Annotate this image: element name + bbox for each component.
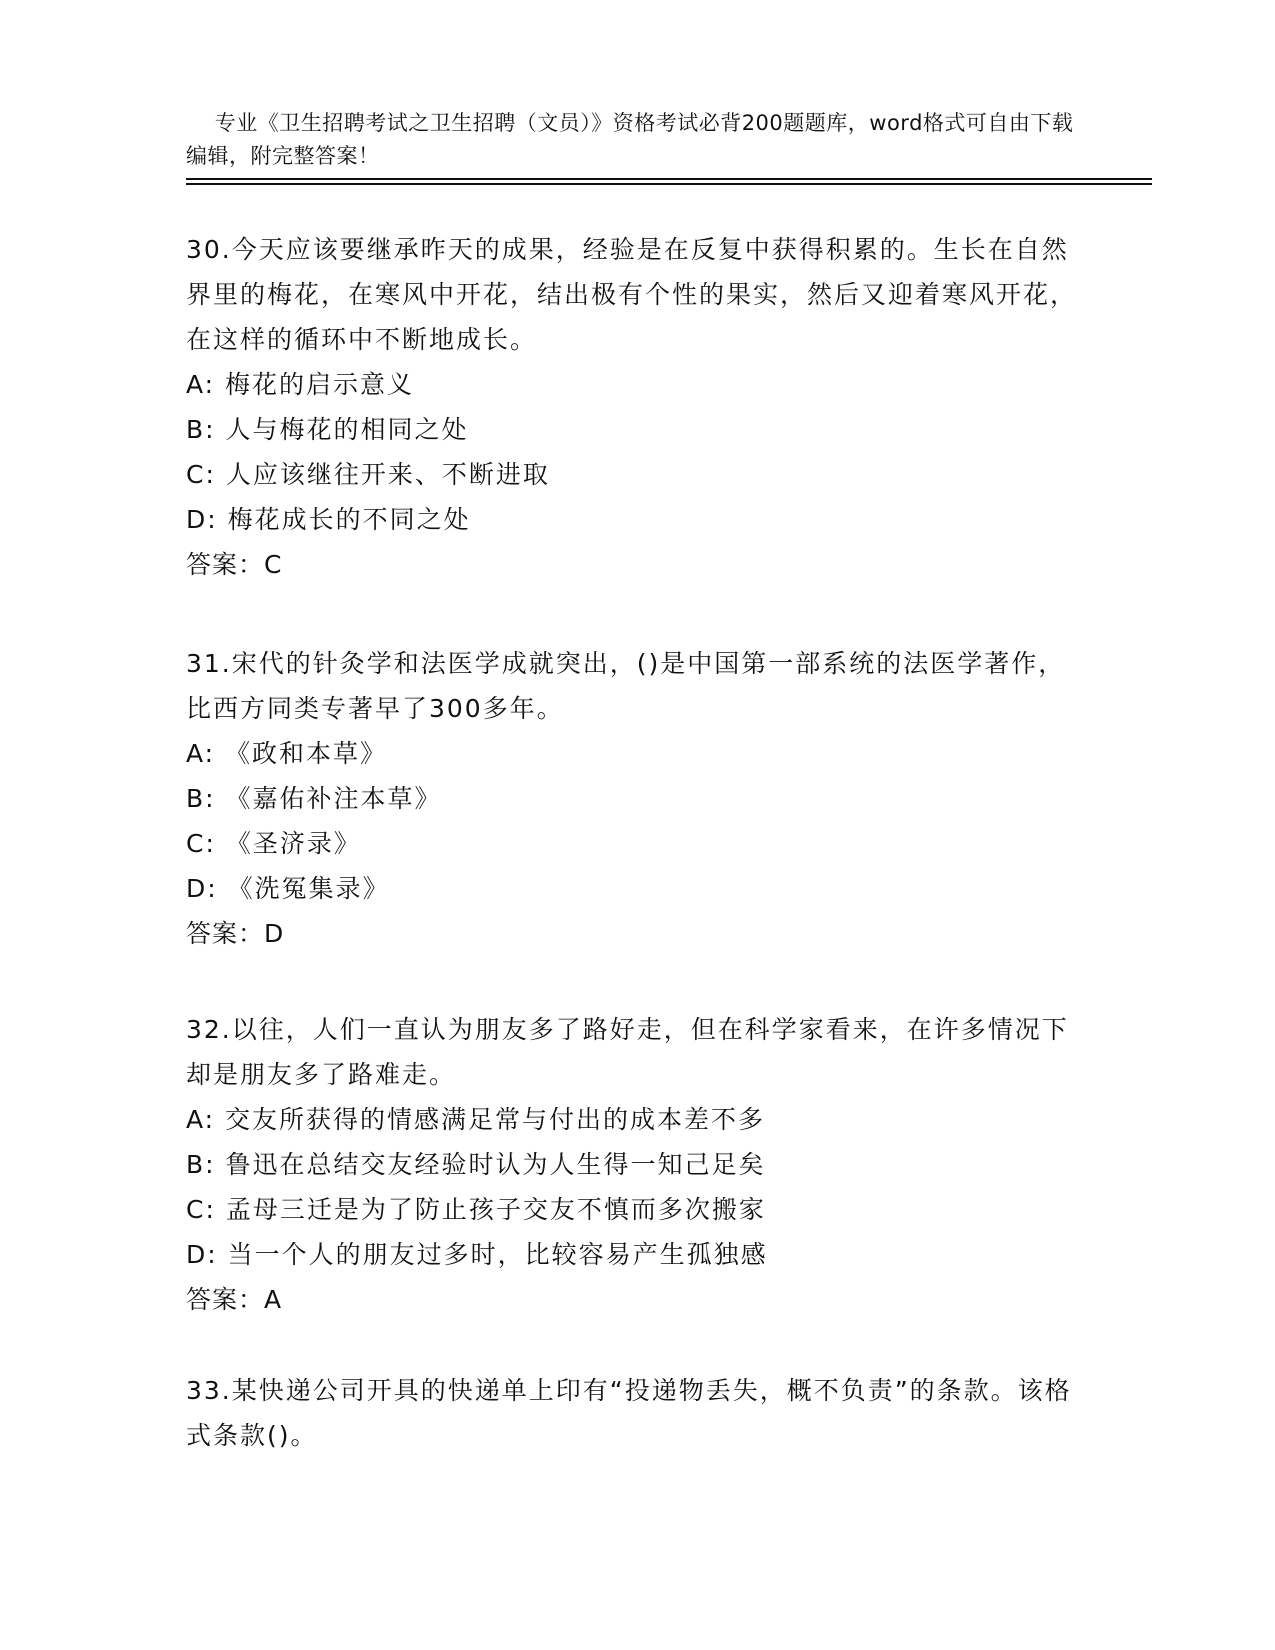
question-stem: 33.某快递公司开具的快递单上印有“投递物丢失，概不负责”的条款。该格式条款()。 xyxy=(186,1376,1072,1450)
question-30 xyxy=(186,227,1086,587)
option-c: C: 《圣济录》 xyxy=(186,829,361,858)
header-divider-top xyxy=(186,178,1152,180)
option-c: C: 人应该继往开来、不断进取 xyxy=(186,460,550,489)
question-stem: 30.今天应该要继承昨天的成果，经验是在反复中获得积累的。生长在自然界里的梅花，在寒风中开花，结出极有个性的果实，然后又迎着寒风开花，在这样的循环中不断地成长。 xyxy=(186,235,1078,354)
answer: 答案：C xyxy=(186,550,283,579)
question-33 xyxy=(186,1368,1086,1458)
answer: 答案：A xyxy=(186,1285,283,1314)
option-d: D: 当一个人的朋友过多时，比较容易产生孤独感 xyxy=(186,1240,768,1269)
question-stem: 32.以往，人们一直认为朋友多了路好走，但在科学家看来，在许多情况下却是朋友多了路难走。 xyxy=(186,1015,1069,1089)
option-b: B: 《嘉佑补注本草》 xyxy=(186,784,442,813)
page-header xyxy=(186,74,1086,206)
option-b: B: 鲁迅在总结交友经验时认为人生得一知己足矣 xyxy=(186,1150,766,1179)
answer: 答案：D xyxy=(186,919,285,948)
option-a: A: 梅花的启示意义 xyxy=(186,370,415,399)
header-text: 专业《卫生招聘考试之卫生招聘（文员）》资格考试必背200题题库，word格式可自由下载编辑，附完整答案！ xyxy=(186,111,1074,168)
option-c: C: 孟母三迁是为了防止孩子交友不慎而多次搬家 xyxy=(186,1195,766,1224)
question-stem: 31.宋代的针灸学和法医学成就突出，()是中国第一部系统的法医学著作，比西方同类专著早了300多年。 xyxy=(186,649,1066,723)
header-divider-bottom xyxy=(186,183,1152,185)
option-d: D: 《洗冤集录》 xyxy=(186,874,390,903)
option-a: A: 交友所获得的情感满足常与付出的成本差不多 xyxy=(186,1105,766,1134)
question-32 xyxy=(186,1007,1086,1322)
option-d: D: 梅花成长的不同之处 xyxy=(186,505,471,534)
option-b: B: 人与梅花的相同之处 xyxy=(186,415,469,444)
option-a: A: 《政和本草》 xyxy=(186,739,388,768)
question-31 xyxy=(186,641,1086,956)
